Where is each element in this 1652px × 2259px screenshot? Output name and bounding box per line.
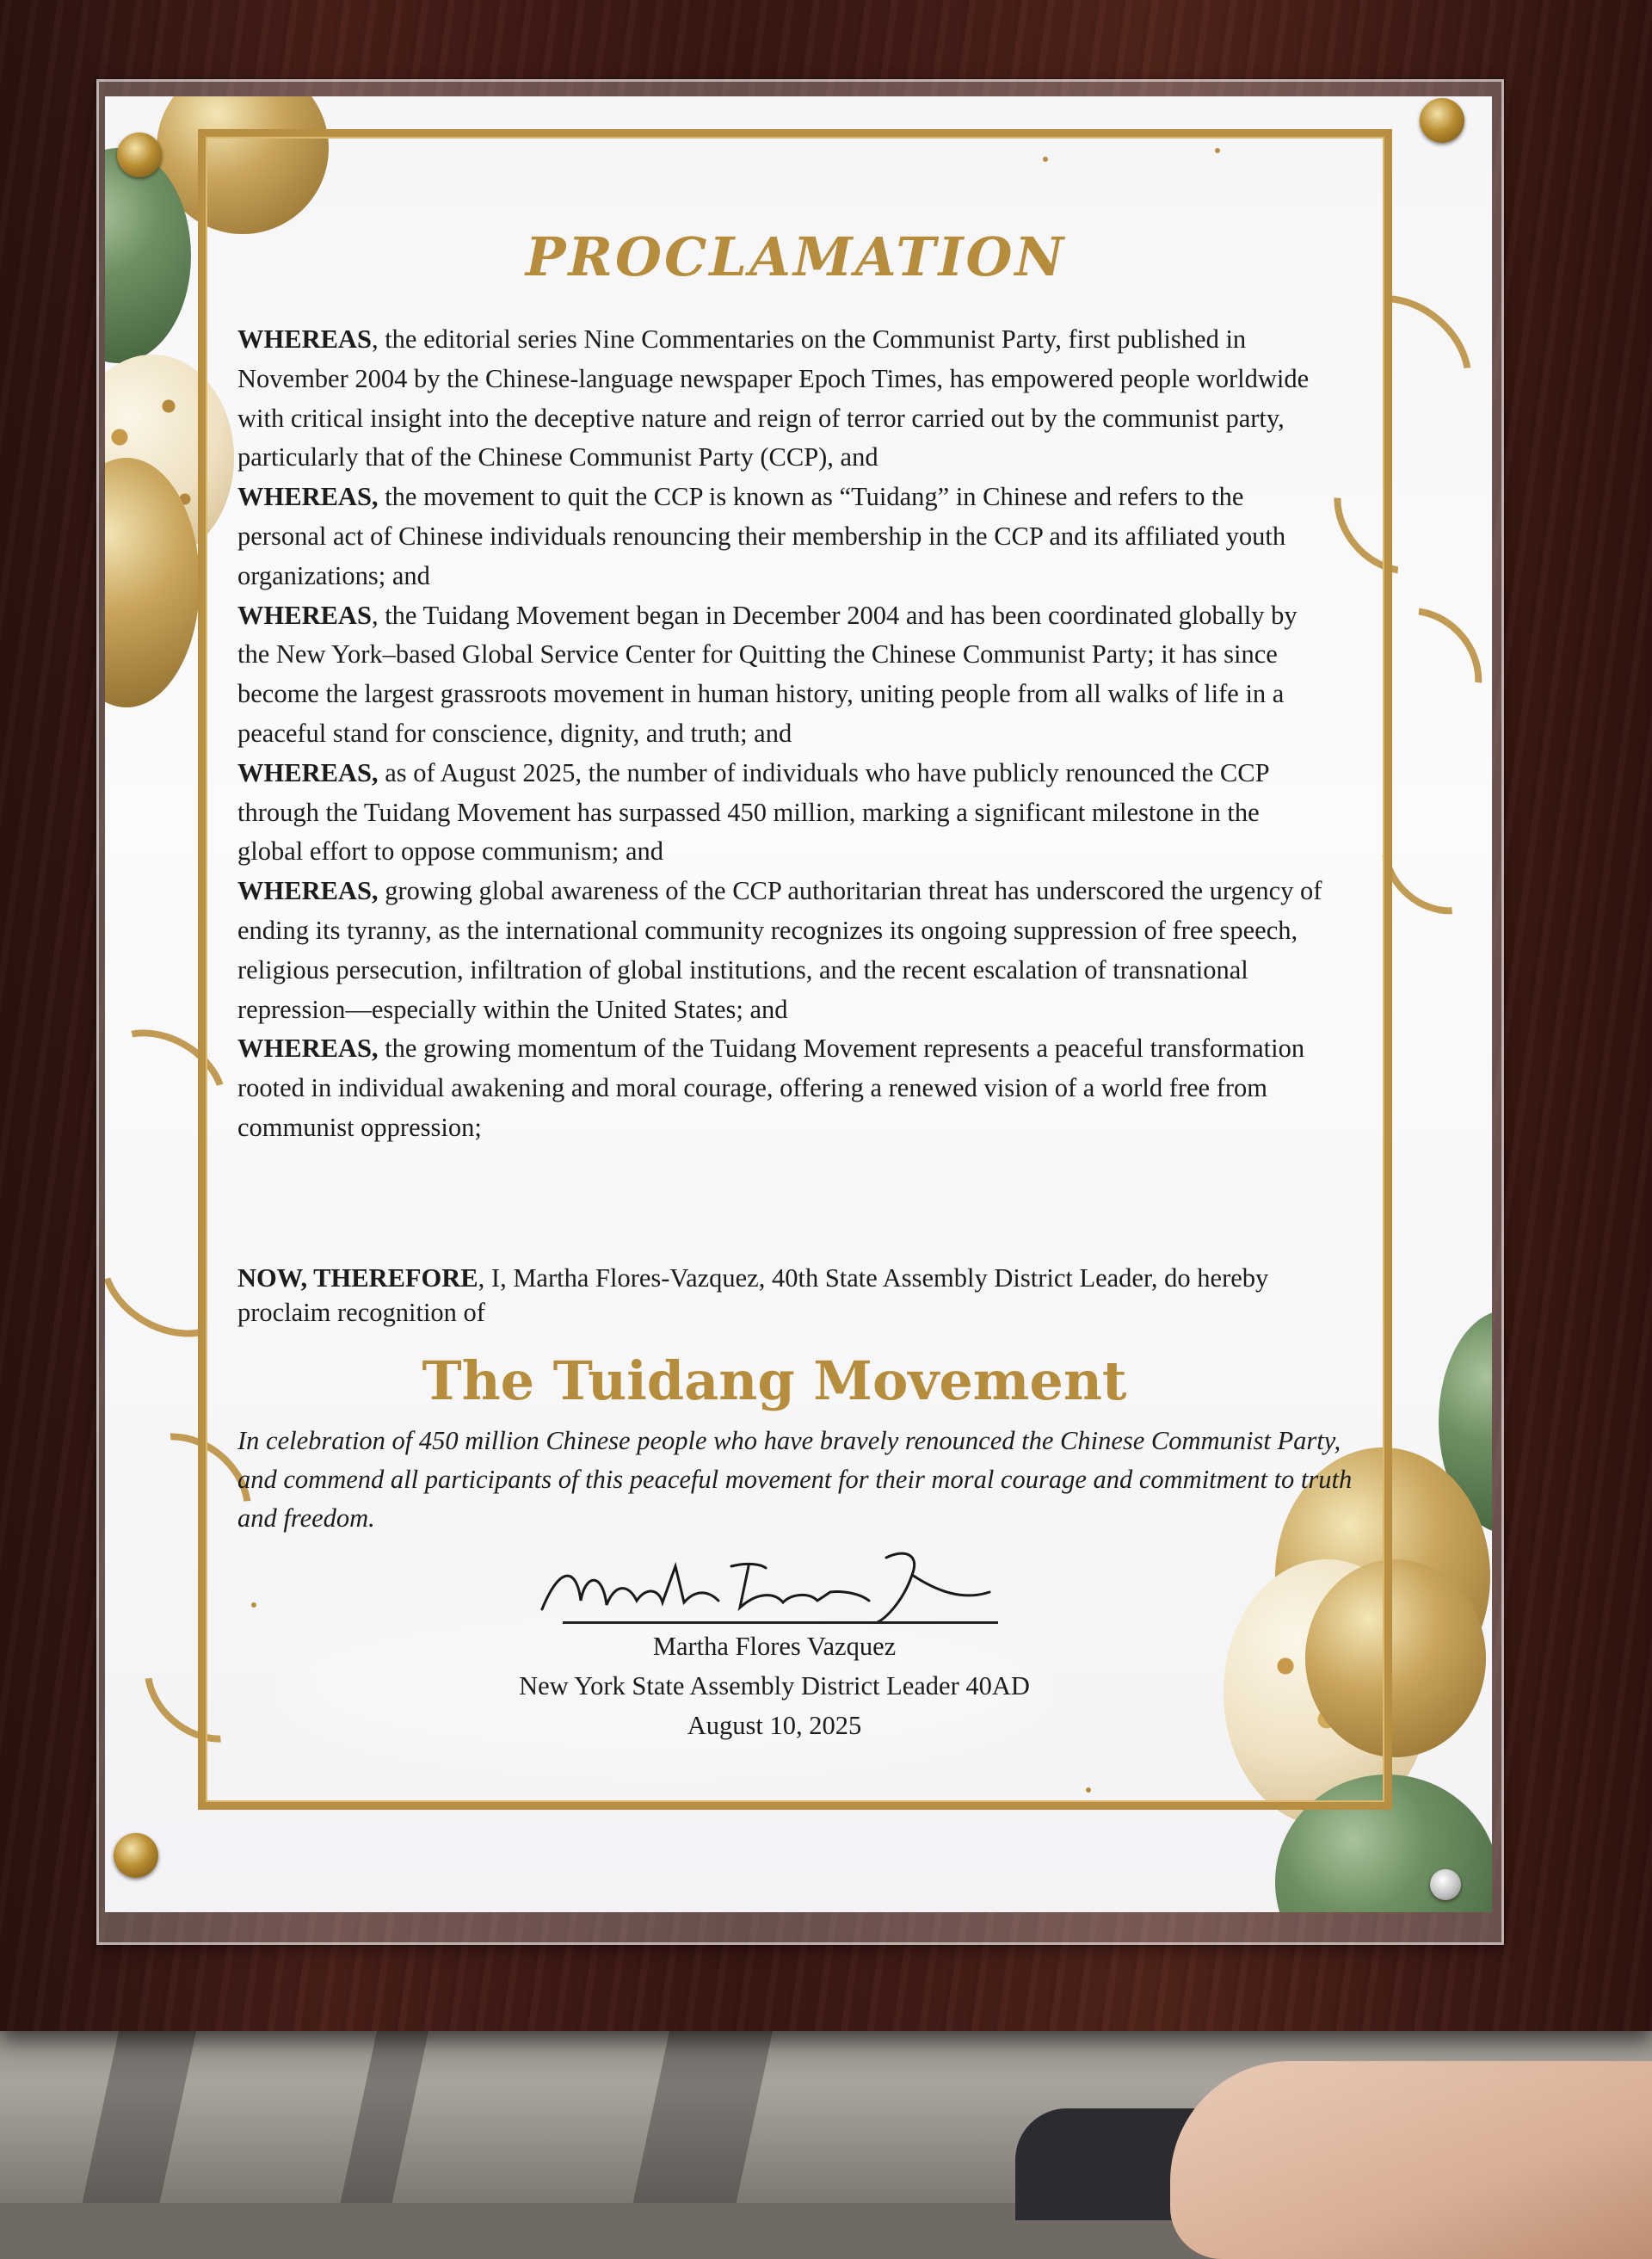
- clause-text: as of August 2025, the number of individuals who have publicly renounced the CCP through the Tuidang Movement has surpassed 450 million, marking a significant milestone in the global effort to oppose communism; and: [237, 757, 1269, 867]
- clause-text: growing global awareness of the CCP authoritarian threat has underscored the urgency of ending its tyranny, as the international community recognizes its ongoing suppression of free speech, religious persecution, infiltration of global institutions, and the recent escalation of transnational repression—especially within the United States; and: [237, 876, 1322, 1024]
- whereas-clause: [237, 596, 1330, 754]
- clause-lead: WHEREAS,: [237, 482, 379, 512]
- page-title: PROCLAMATION: [525, 225, 1067, 288]
- proclaim-lead: NOW, THEREFORE: [237, 1263, 478, 1293]
- clause-lead: WHEREAS,: [237, 1034, 379, 1064]
- holding-hand: [1170, 2061, 1652, 2259]
- whereas-clause: [237, 478, 1330, 596]
- mounting-screw: [117, 133, 162, 177]
- mounting-screw: [1420, 98, 1464, 143]
- signatory-position: New York State Assembly District Leader 40AD: [519, 1671, 1030, 1700]
- clause-lead: WHEREAS: [237, 600, 372, 630]
- whereas-clause: [237, 754, 1330, 872]
- clause-text: the movement to quit the CCP is known as “Tuidang” in Chinese and refers to the personal act of Chinese individuals renouncing their membership in the CCP and its affiliated youth organizations; and: [237, 482, 1286, 590]
- whereas-clause: [237, 1029, 1330, 1147]
- clause-text: , the Tuidang Movement began in December 2004 and has been coordinated globally by the New York–based Global Service Center for Quitting the Chinese Communist Party; it has since become the largest grassroots movement in human history, uniting people from all walks of life in a peaceful stand for conscience, dignity, and truth; and: [237, 600, 1298, 748]
- proclaim-text: , I, Martha Flores-Vazquez, 40th State Assembly District Leader, do hereby proclaim recognition of: [237, 1263, 1269, 1327]
- signing-date: August 10, 2025: [687, 1711, 862, 1740]
- signature-line: [563, 1621, 998, 1624]
- mounting-screw: [1430, 1869, 1461, 1900]
- signatory-block: [344, 1626, 1205, 1745]
- movement-title: The Tuidang Movement: [422, 1349, 1127, 1412]
- whereas-clauses: [237, 320, 1330, 1148]
- clause-lead: WHEREAS: [237, 324, 372, 354]
- signatory-name: Martha Flores Vazquez: [652, 1632, 897, 1661]
- clause-lead: WHEREAS,: [237, 757, 379, 787]
- clause-lead: WHEREAS,: [237, 876, 379, 906]
- clause-text: the growing momentum of the Tuidang Movement represents a peaceful transformation rooted in individual awakening and moral courage, offering a renewed vision of a world free from communist oppression;: [237, 1034, 1305, 1142]
- whereas-clause: [237, 320, 1330, 478]
- mounting-screw: [114, 1833, 158, 1878]
- handwritten-signature: [533, 1540, 998, 1626]
- clause-text: , the editorial series Nine Commentaries on the Communist Party, first published in November 2004 by the Chinese-language newspaper Epoch Times, has empowered people worldwide with critical insight into the deceptive nature and reign of terror carried out by the communist party, particularly that of the Chinese Communist Party (CCP), and: [237, 324, 1310, 472]
- whereas-clause: [237, 872, 1330, 1029]
- proclamation-statement: [237, 1261, 1330, 1330]
- celebration-text: In celebration of 450 million Chinese people who have bravely renounced the Chinese Communist Party, and commend all participants of this peaceful movement for their moral courage and commitment to truth and freedom.: [237, 1426, 1353, 1533]
